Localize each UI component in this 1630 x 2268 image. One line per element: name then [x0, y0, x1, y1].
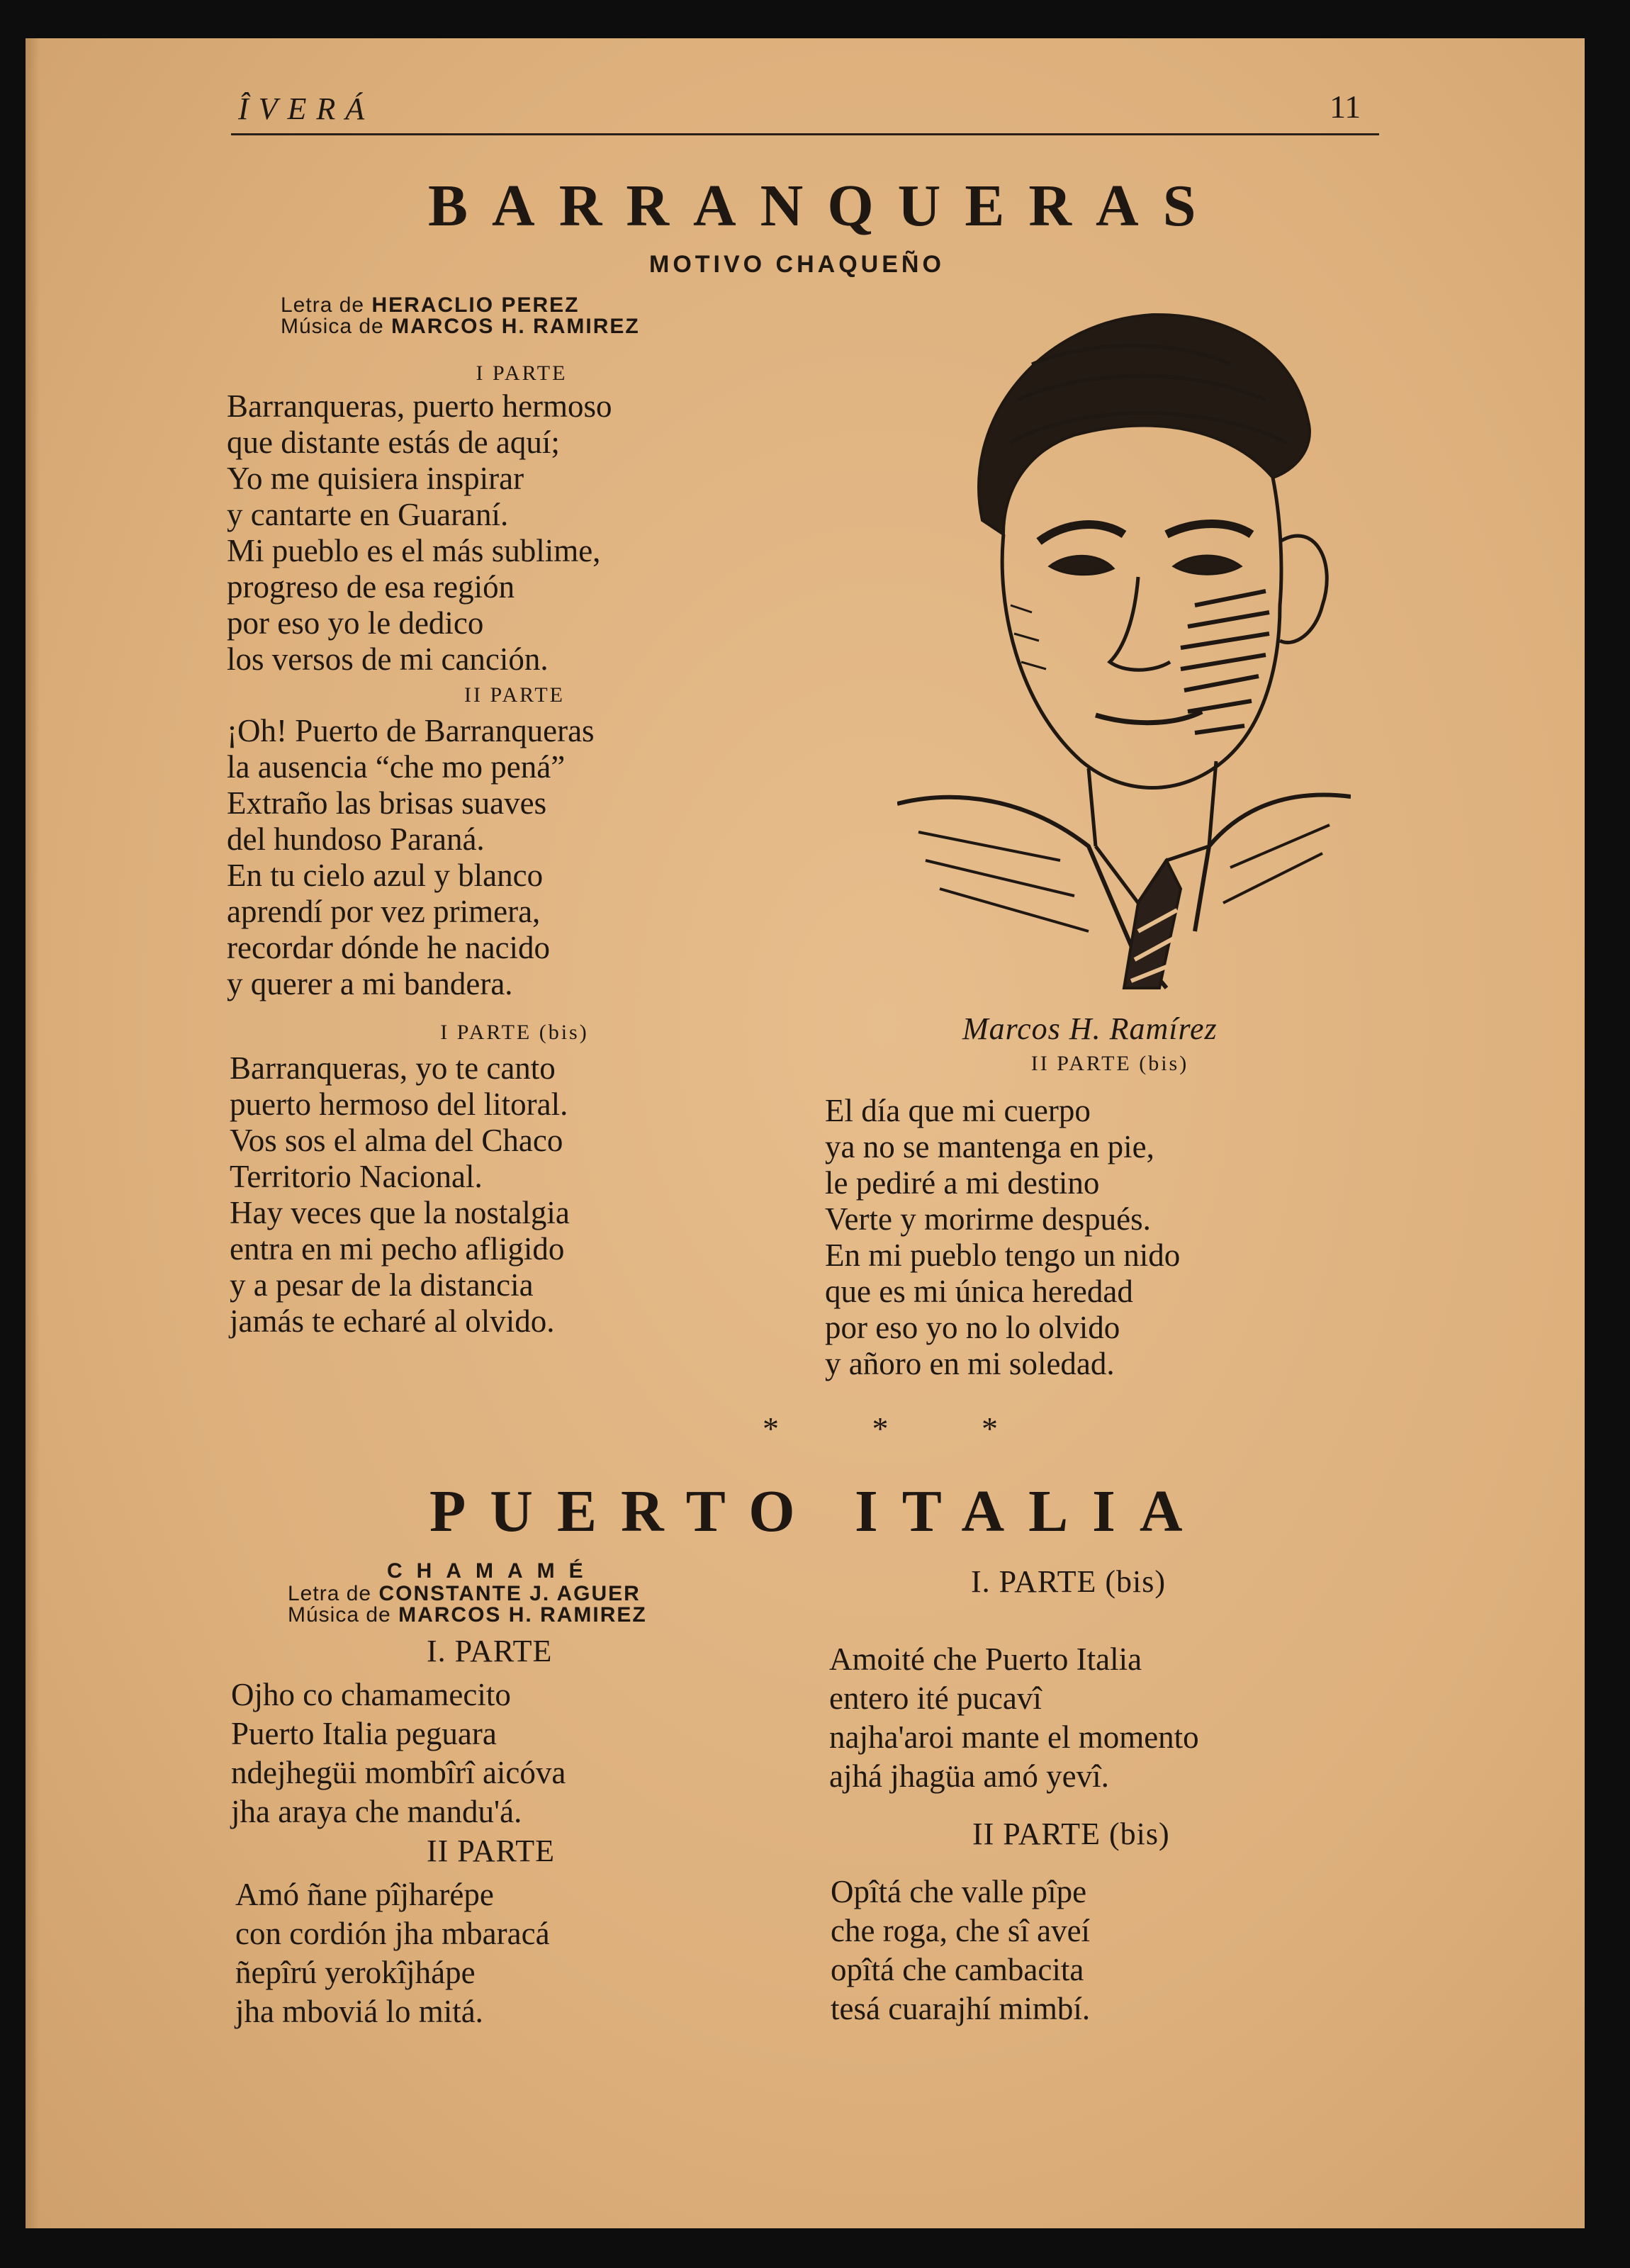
verse-line: opîtá che cambacita — [831, 1952, 1084, 1987]
portrait-illustration — [897, 308, 1351, 1002]
song1-part1-verse — [227, 388, 612, 678]
verse-line: del hundoso Paraná. — [227, 821, 485, 857]
song1-subtitle: MOTIVO CHAQUEÑO — [649, 251, 945, 278]
verse-line: Hay veces que la nostalgia — [230, 1195, 570, 1230]
song1-part2-bis-label: II PARTE (bis) — [1030, 1052, 1189, 1075]
verse-line: aprendí por vez primera, — [227, 894, 541, 929]
verse-line: progreso de esa región — [227, 569, 515, 605]
music-prefix: Música de — [281, 315, 384, 338]
verse-line: Ojho co chamamecito — [231, 1677, 511, 1712]
verse-line: que es mi única heredad — [825, 1274, 1133, 1309]
verse-line: ndejhegüi mombîrî aicóva — [231, 1755, 566, 1790]
song1-part1-bis-label: I PARTE (bis) — [440, 1021, 589, 1044]
verse-line: Extraño las brisas suaves — [227, 785, 547, 821]
music-prefix: Música de — [288, 1603, 391, 1627]
verse-line: El día que mi cuerpo — [825, 1093, 1091, 1128]
verse-line: ñepîrú yerokîjhápe — [235, 1955, 476, 1990]
verse-line: que distante estás de aquí; — [227, 425, 560, 460]
verse-line: En tu cielo azul y blanco — [227, 858, 544, 893]
verse-line: jha araya che mandu'á. — [231, 1794, 522, 1829]
verse-line: Mi pueblo es el más sublime, — [227, 533, 601, 568]
song1-part1-label: I PARTE — [476, 361, 568, 385]
song2-lyricist-credit — [288, 1583, 641, 1605]
portrait-caption: Marcos H. Ramírez — [962, 1011, 1218, 1046]
verse-line: y a pesar de la distancia — [230, 1267, 534, 1303]
song1-part1-bis-verse — [230, 1050, 570, 1340]
lyricist-name: HERACLIO PEREZ — [371, 293, 580, 317]
magazine-page — [26, 38, 1585, 2228]
verse-line: Vos sos el alma del Chaco — [230, 1123, 563, 1158]
verse-line: tesá cuarajhí mimbí. — [831, 1991, 1091, 2026]
song1-title: BARRANQUERAS — [428, 173, 1220, 239]
running-title: ÎVERÁ — [238, 91, 375, 126]
verse-line: Amoité che Puerto Italia — [829, 1641, 1142, 1677]
verse-line: los versos de mi canción. — [227, 641, 549, 677]
song2-title-word2: ITALIA — [855, 1478, 1207, 1544]
verse-line: ajhá jhagüa amó yevî. — [829, 1758, 1109, 1794]
song2-part1-label: I. PARTE — [427, 1634, 553, 1668]
song2-part2-label: II PARTE — [427, 1834, 555, 1868]
song2-part1-bis-verse — [829, 1640, 1199, 1796]
verse-line: entra en mi pecho afligido — [230, 1231, 565, 1267]
header-rule — [231, 133, 1379, 135]
song1-part2-bis-verse — [825, 1093, 1180, 1382]
verse-line: che roga, che sî aveí — [831, 1913, 1091, 1948]
verse-line: Barranqueras, puerto hermoso — [227, 388, 612, 424]
song1-lyricist-credit — [281, 295, 579, 316]
verse-line: Amó ñane pîjharépe — [235, 1877, 494, 1912]
verse-line: puerto hermoso del litoral. — [230, 1087, 568, 1122]
lyrics-prefix: Letra de — [281, 293, 365, 317]
verse-line: Verte y morirme después. — [825, 1201, 1151, 1237]
verse-line: jha mboviá lo mitá. — [235, 1994, 483, 2029]
page-gutter-shadow — [26, 38, 40, 2228]
song2-genre: CHAMAMÉ — [387, 1559, 597, 1583]
song2-part2-bis-verse — [831, 1873, 1090, 2028]
verse-line: En mi pueblo tengo un nido — [825, 1237, 1181, 1273]
verse-line: Yo me quisiera inspirar — [227, 461, 524, 496]
section-separator: * * * — [763, 1410, 1040, 1447]
verse-line: jamás te echaré al olvido. — [230, 1303, 555, 1339]
lyrics-prefix: Letra de — [288, 1582, 372, 1605]
verse-line: y añoro en mi soledad. — [825, 1346, 1115, 1381]
verse-line: Barranqueras, yo te canto — [230, 1050, 556, 1086]
verse-line: ¡Oh! Puerto de Barranqueras — [227, 713, 595, 748]
verse-line: najha'aroi mante el momento — [829, 1719, 1199, 1755]
composer-name: MARCOS H. RAMIREZ — [398, 1603, 647, 1627]
verse-line: Territorio Nacional. — [230, 1159, 483, 1194]
song2-part2-verse — [235, 1875, 550, 2031]
lyricist-name: CONSTANTE J. AGUER — [378, 1582, 641, 1605]
verse-line: con cordión jha mbaracá — [235, 1916, 550, 1951]
composer-name: MARCOS H. RAMIREZ — [391, 315, 640, 338]
verse-line: ya no se mantenga en pie, — [825, 1129, 1154, 1164]
song1-composer-credit — [281, 316, 640, 337]
verse-line: y querer a mi bandera. — [227, 966, 513, 1001]
song2-part2-bis-label: II PARTE (bis) — [972, 1817, 1170, 1851]
song1-part2-label: II PARTE — [464, 683, 565, 707]
verse-line: entero ité pucavî — [829, 1680, 1042, 1716]
song2-title-word1: PUERTO — [429, 1478, 819, 1544]
verse-line: por eso yo le dedico — [227, 605, 484, 641]
song1-part2-verse — [227, 713, 595, 1002]
song2-composer-credit — [288, 1605, 647, 1626]
verse-line: Opîtá che valle pîpe — [831, 1874, 1087, 1909]
verse-line: por eso yo no lo olvido — [825, 1310, 1120, 1345]
page-number: 11 — [1330, 89, 1361, 125]
song2-part1-bis-label: I. PARTE (bis) — [971, 1564, 1166, 1599]
verse-line: recordar dónde he nacido — [227, 930, 551, 965]
song2-part1-verse — [231, 1675, 566, 1831]
verse-line: le pediré a mi destino — [825, 1165, 1100, 1201]
verse-line: la ausencia “che mo pená” — [227, 749, 566, 785]
verse-line: y cantarte en Guaraní. — [227, 497, 509, 532]
verse-line: Puerto Italia peguara — [231, 1716, 497, 1751]
